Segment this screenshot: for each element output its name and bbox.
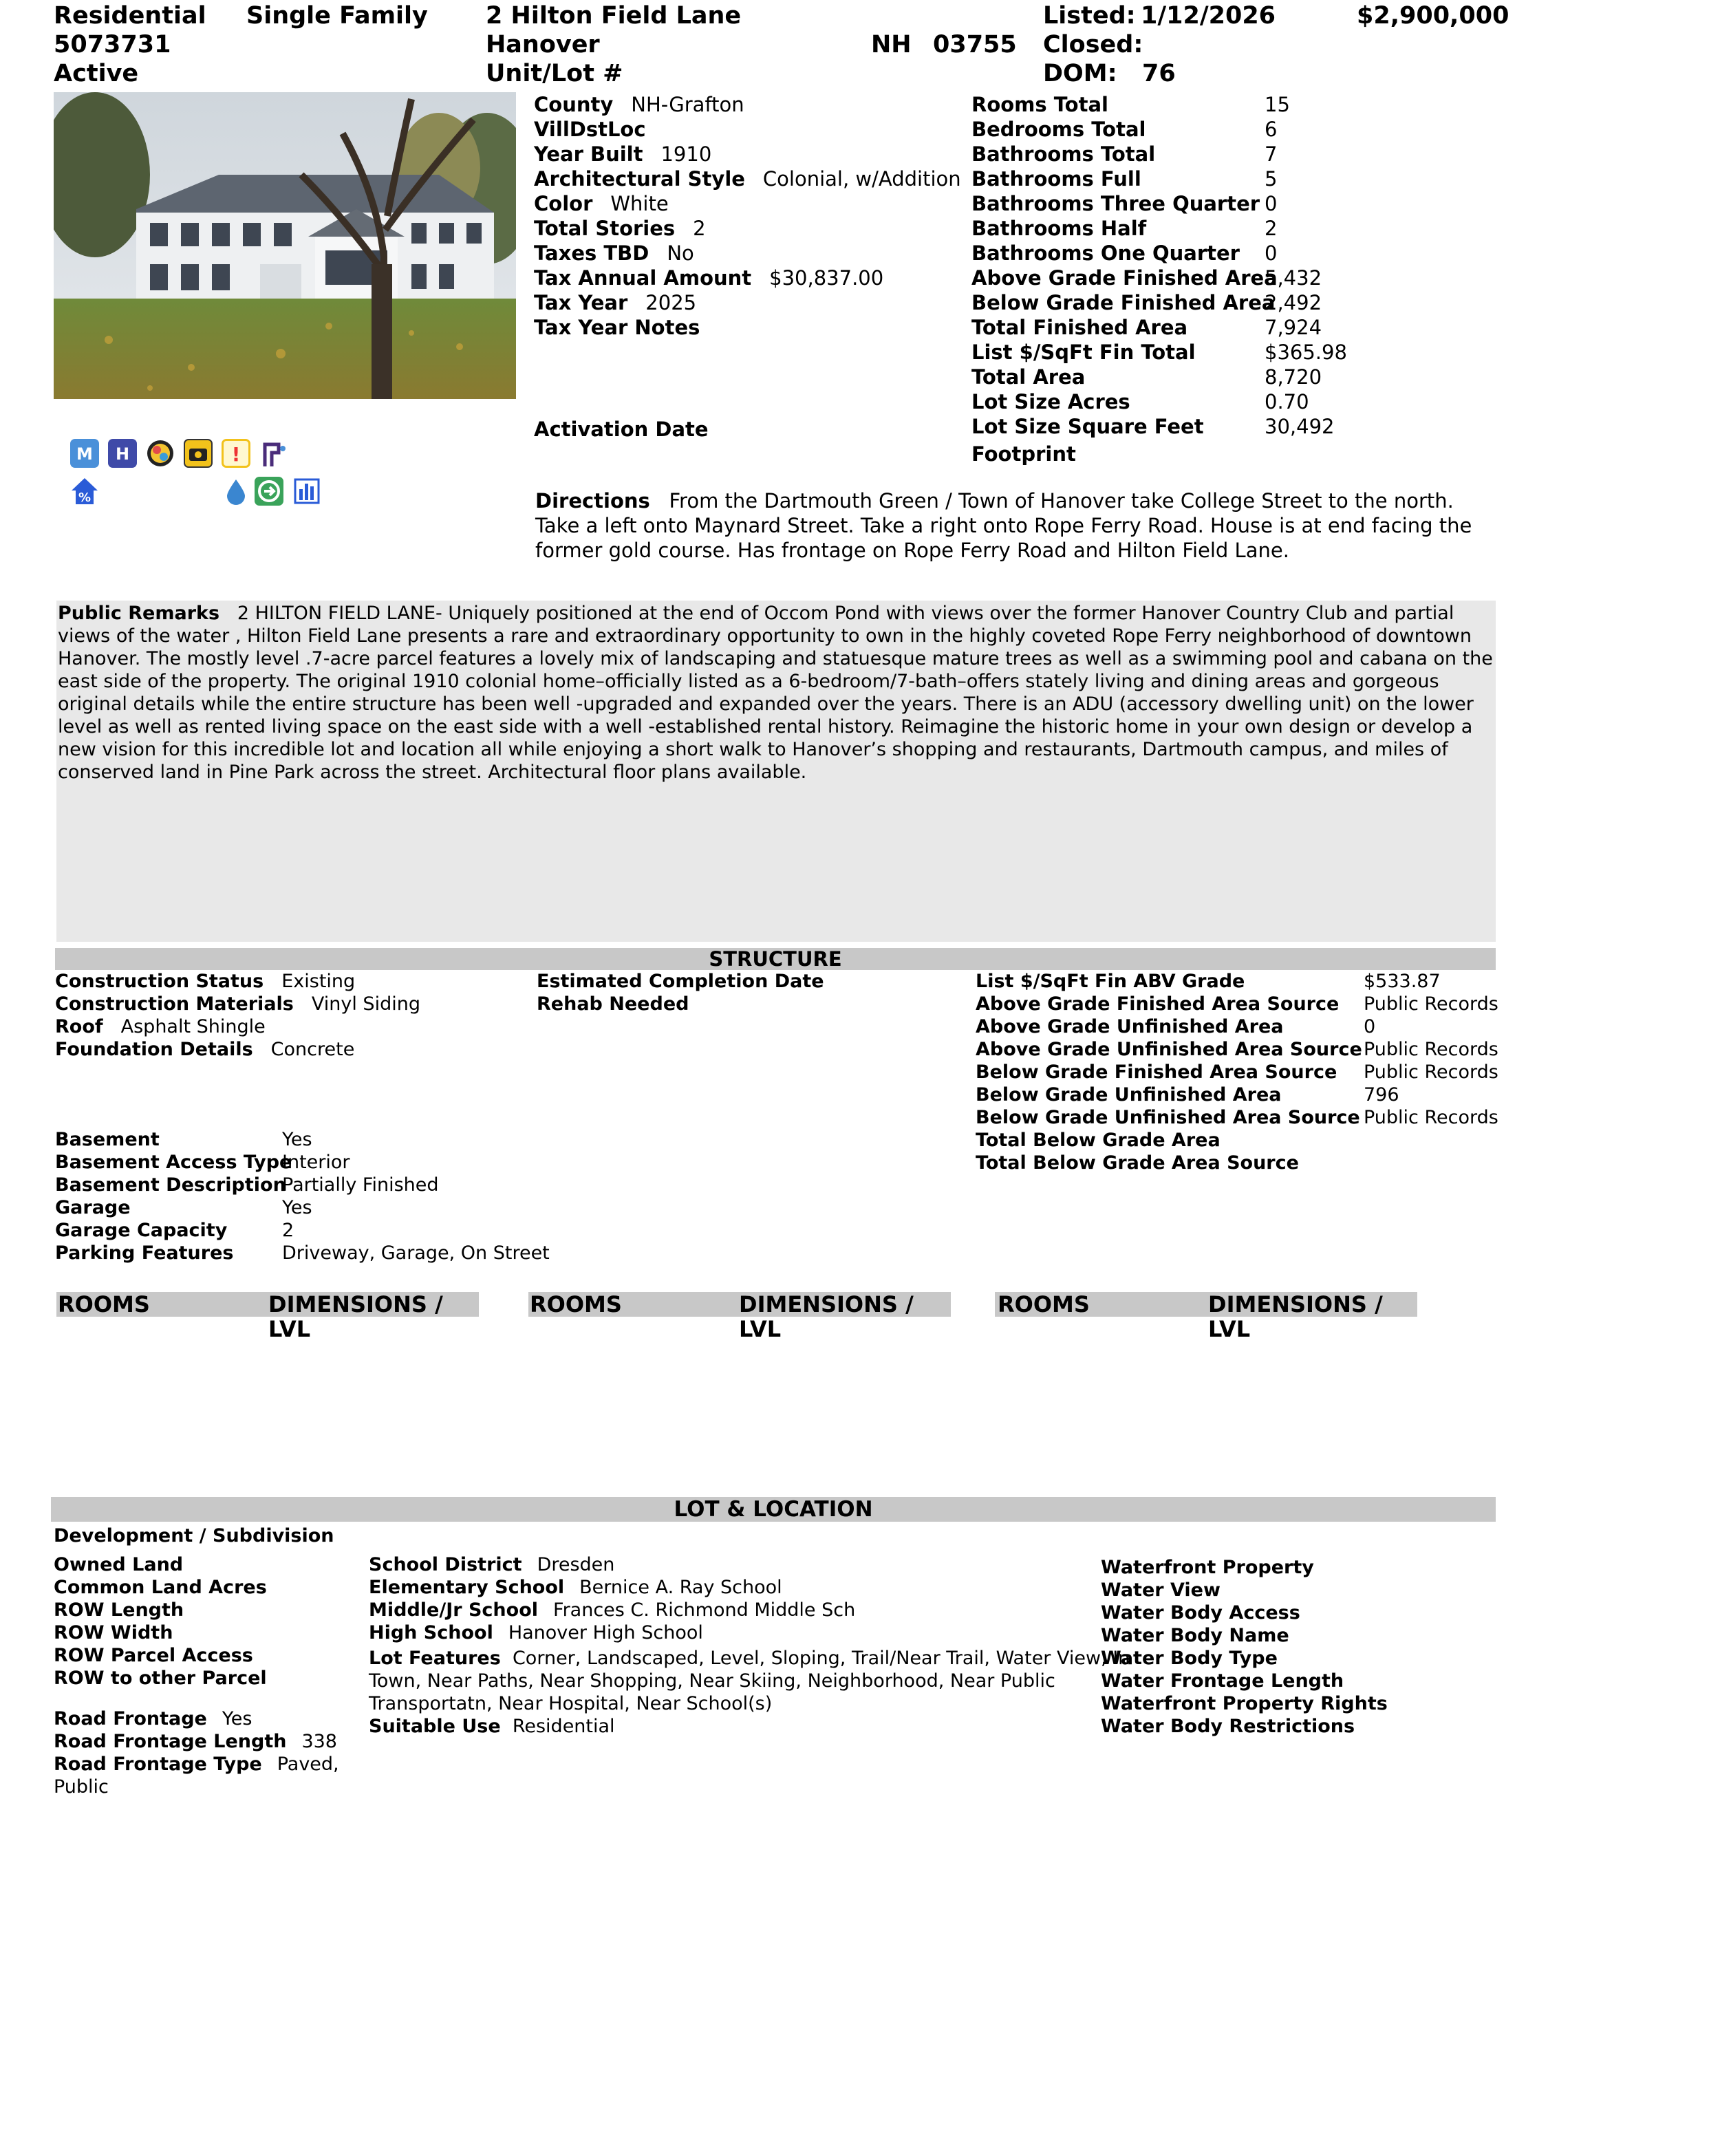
m-icon[interactable] bbox=[70, 439, 99, 468]
suitable-use-label: Suitable Use bbox=[369, 1716, 501, 1737]
field-value: 0 bbox=[1265, 192, 1278, 215]
field-label: Basement Description bbox=[55, 1174, 286, 1196]
field-label: County bbox=[534, 93, 614, 116]
listed-label: Listed: bbox=[1043, 2, 1136, 30]
field-label: Below Grade Finished Area Source bbox=[976, 1061, 1337, 1083]
directions bbox=[535, 488, 1485, 563]
globe-icon[interactable] bbox=[146, 439, 175, 468]
field-label: Roof bbox=[55, 1016, 103, 1037]
field-label: List $/SqFt Fin Total bbox=[971, 341, 1196, 364]
field-value: Public Records bbox=[1364, 1107, 1498, 1128]
rooms-header-3 bbox=[995, 1291, 1417, 1342]
structure-middle bbox=[537, 970, 838, 1015]
field-row bbox=[534, 92, 961, 117]
field-row bbox=[976, 1129, 1498, 1152]
public-remarks-text: 2 HILTON FIELD LANE- Uniquely positioned at the end of Occom Pond with views over the former Hanover Country Club and partial views of the water , Hilton Field Lane presents a rare and extraordinary opportunity to own in the highly coveted Rope Ferry neighborhood of downtown Hanover. The mostly level .7-acre parcel features a lovely mix of landscaping and statuesque mature trees as well as a swimming pool and cabana on the east side of the property. The original 1910 colonial home–officially listed as a 6-bedroom/7-bath–offers stately living and dining areas and gorgeous original details while the entire structure has been well -upgraded and expanded over the years. There is an ADU (accessory dwelling unit) on the lower level as well as rented living space on the east side with a well -established rental history. Reimagine the historic home in your own design or develop a new vision for this incredible lot and location all while enjoying a short walk to Hanover’s shopping and restaurants, Dartmouth campus, and miles of conserved land in Pine Park across the street. Architectural floor plans available. bbox=[58, 603, 1493, 783]
lot-col1-b bbox=[54, 1707, 339, 1776]
field-value: Asphalt Shingle bbox=[120, 1016, 266, 1037]
field-row bbox=[971, 365, 1347, 389]
field-row bbox=[971, 414, 1347, 439]
dom-label: DOM: bbox=[1043, 60, 1117, 87]
activation-date-label: Activation Date bbox=[534, 418, 709, 441]
field-value: Frances C. Richmond Middle Sch bbox=[553, 1599, 856, 1621]
field-value: Vinyl Siding bbox=[311, 993, 420, 1015]
field-value: 15 bbox=[1265, 93, 1290, 116]
field-row bbox=[537, 993, 838, 1015]
field-row bbox=[976, 993, 1498, 1015]
field-label: List $/SqFt Fin ABV Grade bbox=[976, 971, 1245, 992]
field-row bbox=[55, 1219, 550, 1242]
field-label: Basement bbox=[55, 1129, 160, 1150]
field-value: Partially Finished bbox=[282, 1174, 439, 1196]
alert-icon[interactable] bbox=[222, 439, 250, 468]
field-label: Water Frontage Length bbox=[1101, 1670, 1344, 1692]
field-row bbox=[54, 1667, 281, 1690]
field-row bbox=[976, 1106, 1498, 1129]
zip-code: 03755 bbox=[933, 31, 1017, 58]
field-label: Water View bbox=[1101, 1580, 1221, 1601]
field-row bbox=[976, 1084, 1498, 1106]
field-row bbox=[534, 216, 961, 241]
field-row bbox=[976, 1038, 1498, 1061]
public-remarks bbox=[58, 602, 1496, 784]
field-value: 5 bbox=[1265, 167, 1278, 191]
field-row bbox=[55, 970, 420, 993]
field-label: Road Frontage Length bbox=[54, 1731, 287, 1752]
field-label: ROW Length bbox=[54, 1599, 184, 1621]
directions-label: Directions bbox=[535, 489, 650, 513]
field-row bbox=[534, 117, 961, 142]
field-value: 0 bbox=[1364, 1016, 1376, 1037]
details-right bbox=[971, 92, 1347, 439]
water-drop-icon[interactable] bbox=[222, 477, 250, 506]
field-value: 2 bbox=[1265, 217, 1278, 240]
field-value: NH-Grafton bbox=[631, 93, 744, 116]
field-label: Water Body Name bbox=[1101, 1625, 1289, 1646]
field-value: Existing bbox=[281, 971, 356, 992]
field-label: Tax Year bbox=[534, 291, 628, 314]
lot-features bbox=[369, 1647, 1130, 1738]
ramp-icon[interactable] bbox=[259, 439, 288, 468]
field-label: Road Frontage Type bbox=[54, 1754, 262, 1775]
field-value: 5,432 bbox=[1265, 266, 1322, 290]
lot-col2 bbox=[369, 1553, 855, 1644]
field-row bbox=[55, 1151, 550, 1174]
field-label: School District bbox=[369, 1554, 522, 1575]
field-value: $365.98 bbox=[1265, 341, 1347, 364]
field-label: Water Body Type bbox=[1101, 1648, 1278, 1669]
field-row bbox=[54, 1621, 281, 1644]
field-row bbox=[54, 1553, 281, 1576]
field-label: Below Grade Unfinished Area bbox=[976, 1084, 1282, 1106]
field-row bbox=[369, 1599, 855, 1621]
suitable-use-value: Residential bbox=[512, 1716, 615, 1737]
price: $2,900,000 bbox=[1357, 2, 1509, 30]
public-remarks-box bbox=[56, 601, 1496, 942]
field-value: $533.87 bbox=[1364, 971, 1441, 992]
field-row bbox=[369, 1621, 855, 1644]
field-label: Year Built bbox=[534, 142, 643, 166]
field-label: Middle/Jr School bbox=[369, 1599, 538, 1621]
svg-text:%: % bbox=[78, 491, 92, 505]
field-label: Water Body Restrictions bbox=[1101, 1716, 1355, 1737]
rooms-label: ROOMS bbox=[998, 1291, 1090, 1317]
property-type: Residential bbox=[54, 2, 206, 30]
address: 2 Hilton Field Lane bbox=[486, 2, 742, 30]
field-label: Bathrooms Full bbox=[971, 167, 1141, 191]
field-label: Above Grade Unfinished Area bbox=[976, 1016, 1284, 1037]
camera-icon[interactable] bbox=[184, 439, 213, 468]
field-row bbox=[971, 389, 1347, 414]
field-row bbox=[976, 970, 1498, 993]
field-label: Below Grade Unfinished Area Source bbox=[976, 1107, 1360, 1128]
field-row bbox=[971, 92, 1347, 117]
field-row bbox=[1101, 1692, 1401, 1715]
field-value: 2025 bbox=[645, 291, 697, 314]
field-value: $30,837.00 bbox=[769, 266, 884, 290]
field-row bbox=[1101, 1602, 1401, 1624]
directions-text: From the Dartmouth Green / Town of Hanover take College Street to the north. Take a left onto Maynard Street. Take a right onto Rope Ferry Road. House is at end facing the former gold course. Has frontage on Rope Ferry Road and Hilton Field Lane. bbox=[535, 489, 1472, 562]
field-row bbox=[971, 142, 1347, 166]
field-label: Color bbox=[534, 192, 593, 215]
chart-icon[interactable] bbox=[292, 477, 321, 506]
lot-col1-a bbox=[54, 1553, 281, 1690]
field-label: ROW Parcel Access bbox=[54, 1645, 253, 1666]
field-label: Tax Annual Amount bbox=[534, 266, 752, 290]
percent-house-icon[interactable] bbox=[70, 477, 99, 506]
field-label: Bathrooms One Quarter bbox=[971, 241, 1240, 265]
field-row bbox=[54, 1753, 339, 1776]
field-label: Garage Capacity bbox=[55, 1220, 228, 1241]
export-icon[interactable] bbox=[255, 477, 283, 506]
structure-left-b bbox=[55, 1128, 550, 1264]
field-row bbox=[971, 340, 1347, 365]
field-row bbox=[54, 1644, 281, 1667]
field-value: Interior bbox=[282, 1152, 350, 1173]
field-value: 1910 bbox=[660, 142, 712, 166]
field-value: 7,924 bbox=[1265, 316, 1322, 339]
field-label: Lot Size Acres bbox=[971, 390, 1130, 413]
field-value: 796 bbox=[1364, 1084, 1399, 1106]
mls-number: 5073731 bbox=[54, 31, 171, 58]
svg-text:H: H bbox=[115, 444, 130, 464]
field-row bbox=[534, 266, 961, 290]
field-row bbox=[54, 1707, 339, 1730]
field-label: Waterfront Property bbox=[1101, 1557, 1314, 1578]
field-row bbox=[1101, 1715, 1401, 1738]
field-row bbox=[534, 315, 961, 340]
field-label: Waterfront Property Rights bbox=[1101, 1693, 1388, 1714]
field-row bbox=[55, 1015, 420, 1038]
field-label: Construction Status bbox=[55, 971, 264, 992]
field-value: Bernice A. Ray School bbox=[579, 1577, 782, 1598]
structure-right bbox=[976, 970, 1498, 1174]
field-row bbox=[976, 1152, 1498, 1174]
field-row bbox=[976, 1061, 1498, 1084]
field-row bbox=[971, 266, 1347, 290]
rooms-header-2 bbox=[528, 1291, 951, 1342]
field-value: 2 bbox=[693, 217, 706, 240]
field-value: Concrete bbox=[270, 1039, 355, 1060]
field-value: 8,720 bbox=[1265, 365, 1322, 389]
house-photo-image bbox=[54, 92, 516, 399]
lot-col3 bbox=[1101, 1556, 1401, 1738]
field-label: Total Area bbox=[971, 365, 1086, 389]
field-row bbox=[971, 315, 1347, 340]
field-label: Construction Materials bbox=[55, 993, 294, 1015]
field-label: Bathrooms Three Quarter bbox=[971, 192, 1260, 215]
field-row bbox=[971, 166, 1347, 191]
field-value: Yes bbox=[222, 1708, 252, 1729]
development-subdivision-label: Development / Subdivision bbox=[54, 1525, 334, 1546]
field-value: No bbox=[667, 241, 694, 265]
footprint-label: Footprint bbox=[971, 442, 1076, 466]
field-row bbox=[534, 290, 961, 315]
field-row bbox=[534, 241, 961, 266]
field-row bbox=[54, 1576, 281, 1599]
field-value: 2,492 bbox=[1265, 291, 1322, 314]
listed-date: 1/12/2026 bbox=[1141, 2, 1276, 30]
field-row bbox=[971, 241, 1347, 266]
listing-status: Active bbox=[54, 60, 139, 87]
field-row bbox=[1101, 1647, 1401, 1670]
lot-features-label: Lot Features bbox=[369, 1648, 501, 1669]
field-row bbox=[971, 191, 1347, 216]
field-label: Bathrooms Half bbox=[971, 217, 1147, 240]
structure-left-a bbox=[55, 970, 420, 1061]
field-row bbox=[369, 1576, 855, 1599]
field-label: Taxes TBD bbox=[534, 241, 649, 265]
field-row bbox=[534, 191, 961, 216]
lot-location-header: LOT & LOCATION bbox=[51, 1497, 1496, 1522]
field-label: Parking Features bbox=[55, 1242, 234, 1264]
field-row bbox=[55, 993, 420, 1015]
field-label: Above Grade Unfinished Area Source bbox=[976, 1039, 1362, 1060]
lot-features-line-1: Corner, Landscaped, Level, Sloping, Trail/Near Trail, Water View, In bbox=[512, 1648, 1130, 1669]
field-value: Dresden bbox=[537, 1554, 615, 1575]
field-row bbox=[1101, 1579, 1401, 1602]
svg-text:M: M bbox=[76, 444, 93, 464]
field-row bbox=[1101, 1556, 1401, 1579]
field-row bbox=[971, 216, 1347, 241]
field-row bbox=[537, 970, 838, 993]
field-row bbox=[55, 1038, 420, 1061]
field-label: Lot Size Square Feet bbox=[971, 415, 1204, 438]
dimensions-label: DIMENSIONS / LVL bbox=[1208, 1291, 1383, 1342]
closed-label: Closed: bbox=[1043, 31, 1143, 58]
town: Hanover bbox=[486, 31, 600, 58]
svg-text:!: ! bbox=[231, 443, 241, 466]
field-value: 6 bbox=[1265, 118, 1278, 141]
field-label: Total Below Grade Area Source bbox=[976, 1152, 1299, 1174]
field-value: Hanover High School bbox=[508, 1622, 703, 1643]
field-row bbox=[976, 1015, 1498, 1038]
field-row bbox=[971, 290, 1347, 315]
dimensions-label: DIMENSIONS / LVL bbox=[739, 1291, 914, 1342]
field-label: Common Land Acres bbox=[54, 1577, 267, 1598]
field-label: Rehab Needed bbox=[537, 993, 689, 1015]
rooms-label: ROOMS bbox=[58, 1291, 150, 1317]
field-value: 338 bbox=[301, 1731, 337, 1752]
field-row bbox=[55, 1242, 550, 1264]
field-value: White bbox=[610, 192, 669, 215]
field-row bbox=[971, 117, 1347, 142]
field-row bbox=[55, 1174, 550, 1196]
property-photo[interactable] bbox=[54, 92, 516, 399]
field-value: 7 bbox=[1265, 142, 1278, 166]
road-frontage-type-cont: Public bbox=[54, 1776, 109, 1798]
rooms-header-1 bbox=[56, 1291, 479, 1342]
field-label: Total Finished Area bbox=[971, 316, 1188, 339]
lot-features-line-2: Town, Near Paths, Near Shopping, Near Skiing, Neighborhood, Near Public bbox=[369, 1670, 1055, 1692]
field-label: Owned Land bbox=[54, 1554, 184, 1575]
field-value: Yes bbox=[282, 1129, 312, 1150]
h-icon[interactable] bbox=[108, 439, 137, 468]
field-label: Below Grade Finished Area bbox=[971, 291, 1276, 314]
field-value: 0 bbox=[1265, 241, 1278, 265]
field-row bbox=[55, 1196, 550, 1219]
field-label: Above Grade Finished Area Source bbox=[976, 993, 1340, 1015]
field-label: Total Stories bbox=[534, 217, 676, 240]
field-label: Garage bbox=[55, 1197, 131, 1218]
field-label: Above Grade Finished Area bbox=[971, 266, 1278, 290]
rooms-label: ROOMS bbox=[530, 1291, 622, 1317]
lot-features-line-3: Transportatn, Near Hospital, Near School(s) bbox=[369, 1693, 773, 1714]
field-label: ROW to other Parcel bbox=[54, 1668, 267, 1689]
field-row bbox=[55, 1128, 550, 1151]
field-value: 30,492 bbox=[1265, 415, 1335, 438]
field-value: 2 bbox=[282, 1220, 294, 1241]
field-label: High School bbox=[369, 1622, 493, 1643]
field-label: Bathrooms Total bbox=[971, 142, 1156, 166]
field-row bbox=[369, 1553, 855, 1576]
dimensions-label: DIMENSIONS / LVL bbox=[268, 1291, 443, 1342]
dom-value: 76 bbox=[1142, 60, 1176, 87]
field-row bbox=[534, 166, 961, 191]
field-label: Rooms Total bbox=[971, 93, 1108, 116]
field-label: Elementary School bbox=[369, 1577, 565, 1598]
field-value: Public Records bbox=[1364, 1061, 1498, 1083]
field-label: Water Body Access bbox=[1101, 1602, 1300, 1624]
field-value: Colonial, w/Addition bbox=[762, 167, 961, 191]
field-row bbox=[54, 1599, 281, 1621]
field-value: Driveway, Garage, On Street bbox=[282, 1242, 550, 1264]
field-label: Tax Year Notes bbox=[534, 316, 700, 339]
field-label: VillDstLoc bbox=[534, 118, 646, 141]
field-row bbox=[1101, 1670, 1401, 1692]
details-left bbox=[534, 92, 961, 340]
field-label: Total Below Grade Area bbox=[976, 1130, 1221, 1151]
field-row bbox=[54, 1730, 339, 1753]
field-value: Public Records bbox=[1364, 1039, 1498, 1060]
property-subtype: Single Family bbox=[246, 2, 428, 30]
field-label: Basement Access Type bbox=[55, 1152, 292, 1173]
field-label: Foundation Details bbox=[55, 1039, 253, 1060]
field-label: Road Frontage bbox=[54, 1708, 207, 1729]
field-value: Public Records bbox=[1364, 993, 1498, 1015]
public-remarks-label: Public Remarks bbox=[58, 603, 220, 624]
field-value: 0.70 bbox=[1265, 390, 1309, 413]
field-value: Yes bbox=[282, 1197, 312, 1218]
field-label: Estimated Completion Date bbox=[537, 971, 824, 992]
field-label: ROW Width bbox=[54, 1622, 173, 1643]
field-label: Architectural Style bbox=[534, 167, 745, 191]
state: NH bbox=[871, 31, 912, 58]
field-label: Bedrooms Total bbox=[971, 118, 1146, 141]
unit-lot-label: Unit/Lot # bbox=[486, 60, 623, 87]
structure-header: STRUCTURE bbox=[55, 948, 1496, 970]
field-row bbox=[534, 142, 961, 166]
field-value: Paved, bbox=[277, 1754, 339, 1775]
field-row bbox=[1101, 1624, 1401, 1647]
